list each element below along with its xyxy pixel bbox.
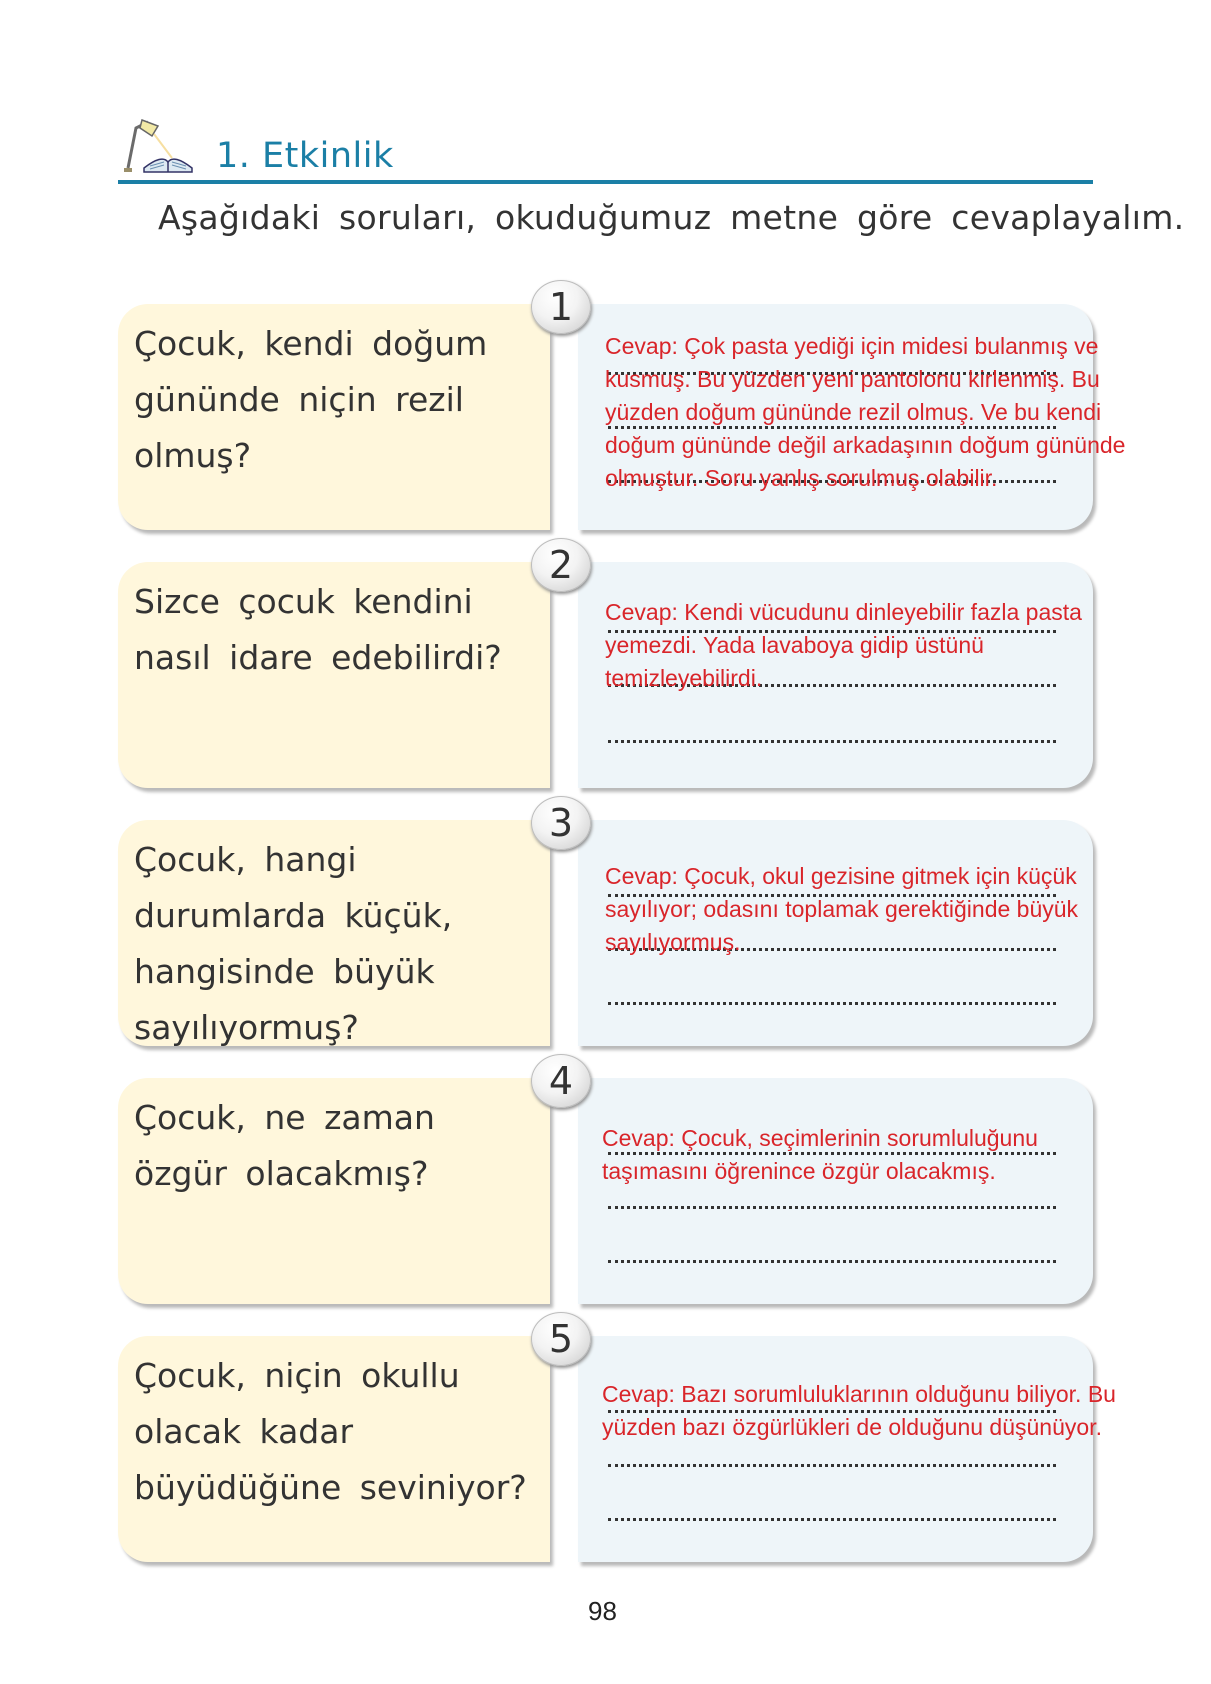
instruction-text: Aşağıdaki soruları, okuduğumuz metne göre cevaplayalım.	[158, 198, 1185, 237]
answer-box[interactable]	[578, 1336, 1116, 1562]
question-text: Sizce çocuk kendini nasıl idare edebilirdi?	[134, 582, 502, 677]
question-row-4	[118, 1059, 1093, 1308]
question-text: Çocuk, ne zaman özgür olacakmış?	[134, 1098, 435, 1193]
question-box	[118, 820, 550, 1046]
answer-text: Cevap: Bazı sorumluluklarının olduğunu biliyor. Bu yüzden bazı özgürlükleri de olduğunu düşünüyor.	[602, 1381, 1116, 1440]
answer-dotted-line	[608, 740, 1056, 743]
answer-text: Cevap: Çocuk, okul gezisine gitmek için küçük sayılıyor; odasını toplamak gerektiğinde büyük sayılıyormuş.	[605, 863, 1079, 955]
question-number-badge: 5	[531, 1312, 591, 1366]
title-underline	[118, 180, 1093, 184]
question-box	[118, 562, 550, 788]
question-number-badge: 3	[531, 796, 591, 850]
question-row-3	[118, 801, 1093, 1050]
question-row-2	[118, 543, 1093, 792]
answer-text: Cevap: Çok pasta yediği için midesi bulanmış ve kusmuş. Bu yüzden yeni pantolonu kirlenmiş. Bu yüzden doğum gününde rezil olmuş. Ve bu kendi doğum gününde değil arkadaşının doğum gününde olmuştur. Soru yanlış sorulmuş olabilir.	[605, 333, 1126, 491]
answer-dotted-line	[608, 1464, 1056, 1467]
question-text: Çocuk, niçin okullu olacak kadar büyüdüğüne seviniyor?	[134, 1356, 527, 1507]
answer-dotted-line	[608, 1206, 1056, 1209]
question-text: Çocuk, hangi durumlarda küçük, hangisinde büyük sayılıyormuş?	[134, 840, 453, 1047]
activity-title: 1. Etkinlik	[216, 136, 394, 176]
answer-box[interactable]	[578, 304, 1126, 530]
answer-text: Cevap: Kendi vücudunu dinleyebilir fazla pasta yemezdi. Yada lavaboya gidip üstünü temizleyebilirdi.	[605, 599, 1082, 691]
answer-dotted-line	[608, 1260, 1056, 1263]
question-row-5	[118, 1317, 1116, 1566]
answer-box[interactable]	[578, 562, 1093, 788]
answer-text: Cevap: Çocuk, seçimlerinin sorumluluğunu taşımasını öğrenince özgür olacakmış.	[602, 1125, 1038, 1184]
activity-header	[118, 118, 1093, 184]
question-box	[118, 1078, 550, 1304]
question-text: Çocuk, kendi doğum gününde niçin rezil olmuş?	[134, 324, 488, 475]
question-number-badge: 1	[531, 280, 591, 334]
question-row-1	[118, 285, 1126, 534]
question-box	[118, 304, 550, 530]
answer-box[interactable]	[578, 1078, 1093, 1304]
reading-lamp-book-icon	[118, 118, 198, 178]
question-number-badge: 4	[531, 1054, 591, 1108]
question-box	[118, 1336, 550, 1562]
answer-dotted-line	[608, 1002, 1056, 1005]
question-number-badge: 2	[531, 538, 591, 592]
page-number: 98	[588, 1596, 617, 1626]
answer-box[interactable]	[578, 820, 1093, 1046]
answer-dotted-line	[608, 1518, 1056, 1521]
